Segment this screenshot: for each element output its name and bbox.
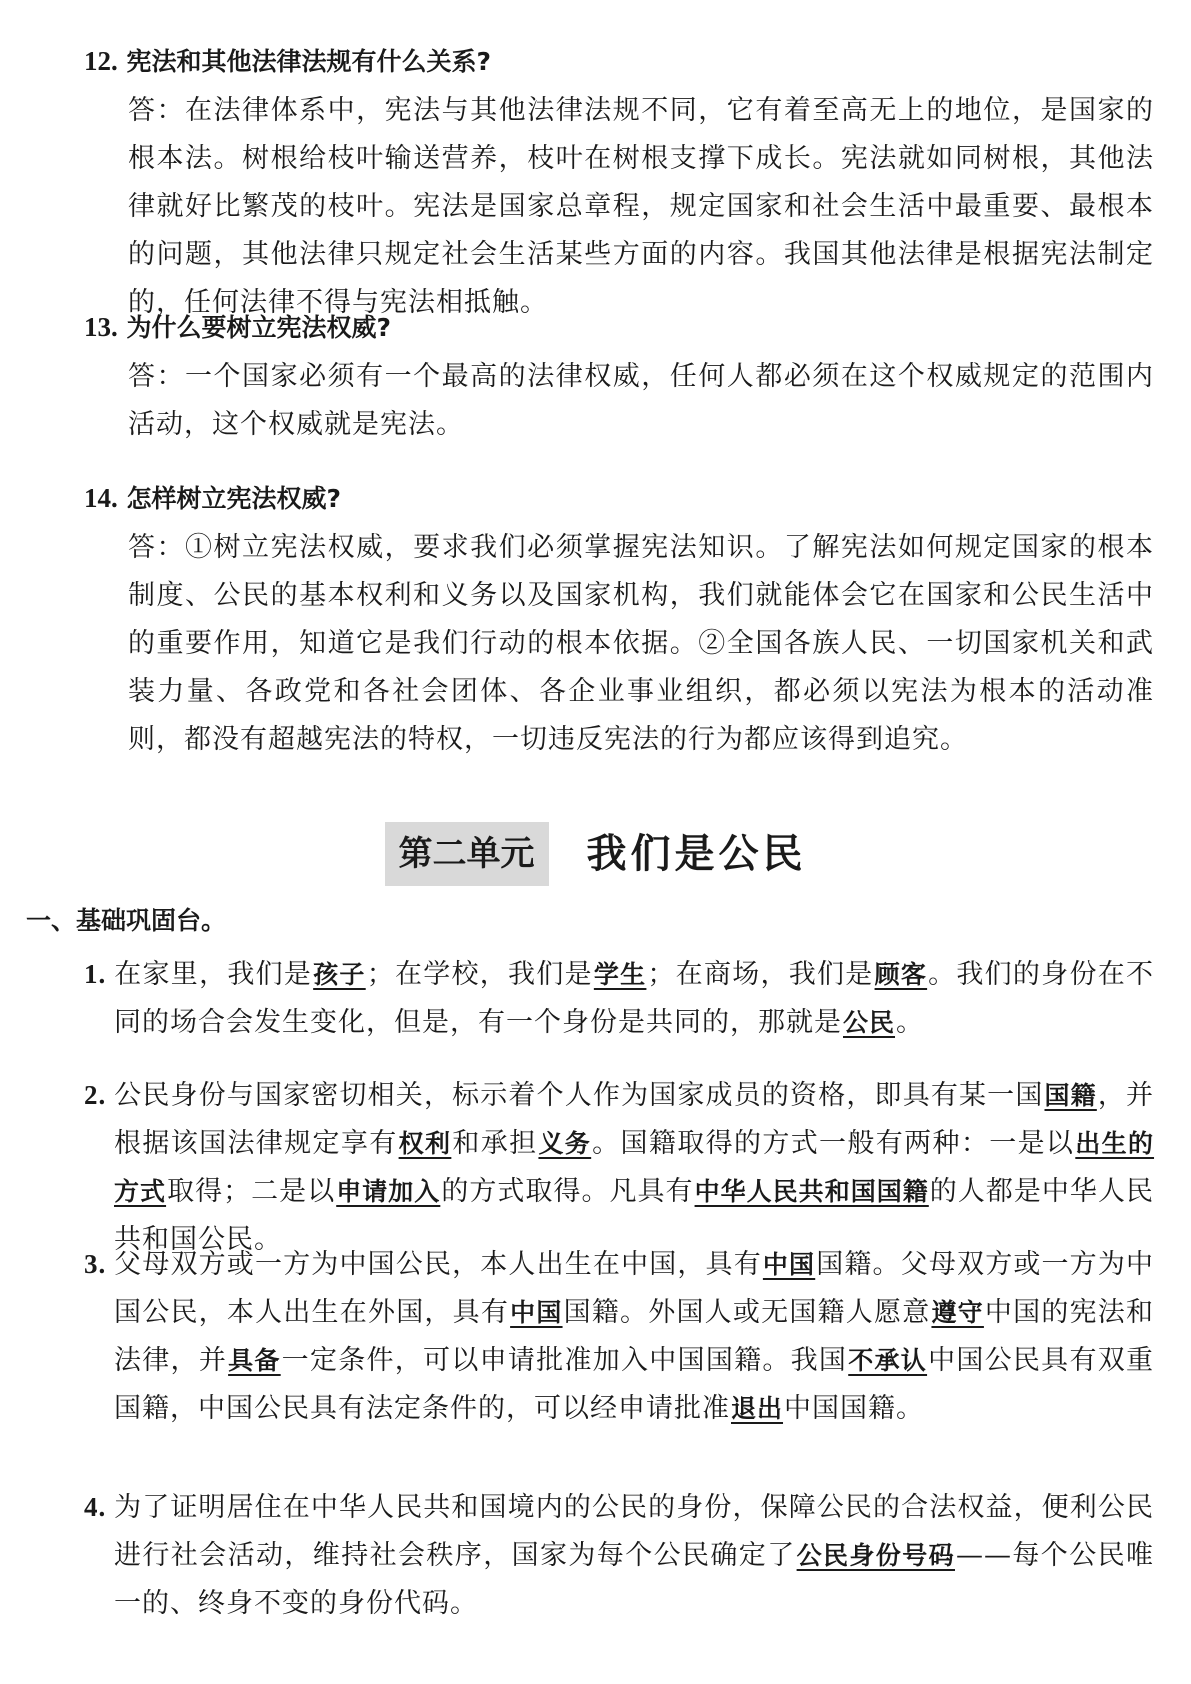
item-text-segment: 父母双方或一方为中国公民，本人出生在中国，具有	[114, 1249, 762, 1280]
question-number: 14.	[84, 483, 118, 513]
answer-text: 答：一个国家必须有一个最高的法律权威，任何人都必须在这个权威规定的范围内活动，这个权威就是宪法。	[128, 361, 1154, 440]
question-number: 13.	[84, 312, 118, 342]
answer-keyword: 义务	[538, 1129, 592, 1158]
item-text-segment: 在家里，我们是	[114, 959, 313, 990]
item-text-segment: ——每个公民唯一的、终身不变的身份代码。	[114, 1540, 1154, 1619]
answer-keyword: 退出	[731, 1394, 784, 1423]
item-number: 3.	[84, 1249, 107, 1279]
item-text-segment: 中国的宪法和法律，并	[114, 1297, 1155, 1376]
item-text-segment: 和承担	[452, 1128, 538, 1159]
list-item	[84, 950, 1154, 1047]
item-text	[84, 1240, 1154, 1433]
list-item	[84, 1240, 1154, 1433]
item-text-segment: 中国国籍。	[784, 1393, 925, 1424]
answer-text: 答：在法律体系中，宪法与其他法律法规不同，它有着至高无上的地位，是国家的根本法。树根给枝叶输送营养，枝叶在树根支撑下成长。宪法就如同树根，其他法律就好比繁茂的枝叶。宪法是国家总章程，规定国家和社会生活中最重要、最根本的问题，其他法律只规定社会生活某些方面的内容。我国其他法律是根据宪法制定的，任何法律不得与宪法相抵触。	[128, 95, 1154, 318]
item-text-segment: 公民身份与国家密切相关，标示着个人作为国家成员的资格，即具有某一国	[114, 1080, 1044, 1111]
unit-heading	[0, 822, 1191, 886]
item-text-segment: 国籍。外国人或无国籍人愿意	[563, 1297, 931, 1328]
question-text: 怎样树立宪法权威?	[126, 484, 341, 513]
unit-label: 第二单元	[385, 822, 549, 886]
answer-keyword: 公民	[843, 1008, 896, 1037]
item-text-segment: 。国籍取得的方式一般有两种：一是以	[592, 1128, 1075, 1159]
answer-keyword: 权利	[398, 1129, 452, 1158]
answer-keyword: 国籍	[1044, 1081, 1097, 1110]
item-text-segment: ；在商场，我们是	[647, 959, 874, 990]
answer-keyword: 中国	[510, 1298, 563, 1327]
item-text-segment: 取得；二是以	[167, 1176, 336, 1207]
item-text-segment: 的方式取得。凡具有	[441, 1176, 694, 1207]
answer-keyword: 遵守	[931, 1298, 984, 1327]
item-text	[84, 1071, 1154, 1264]
item-text-segment: 国籍。父母双方或一方为中国公民，本人出生在外国，具有	[114, 1249, 1154, 1328]
answer-keyword: 学生	[593, 960, 647, 989]
item-text	[84, 950, 1154, 1047]
question-number: 12.	[84, 46, 118, 76]
item-text-segment: 中国公民具有双重国籍，中国公民具有法定条件的，可以经申请批准	[114, 1345, 1155, 1424]
answer-keyword: 孩子	[313, 960, 366, 989]
answer-text: 答：①树立宪法权威，要求我们必须掌握宪法知识。了解宪法如何规定国家的根本制度、公民的基本权利和义务以及国家机构，我们就能体会它在国家和公民生活中的重要作用，知道它是我们行动的根本依据。②全国各族人民、一切国家机关和武装力量、各政党和各社会团体、各企业事业组织，都必须以宪法为根本的活动准则，都没有超越宪法的特权，一切违反宪法的行为都应该得到追究。	[128, 532, 1154, 755]
item-text-segment: ；在学校，我们是	[366, 959, 593, 990]
item-text-segment: 。我们的身份在不同的场合会发生变化，但是，有一个身份是共同的，那就是	[114, 959, 1154, 1038]
question-12	[84, 44, 1154, 327]
item-text-segment: 的人都是中华人民共和国公民。	[114, 1176, 1154, 1255]
question-title	[84, 44, 1154, 79]
item-text	[84, 1483, 1154, 1628]
item-text-segment: 一定条件，可以申请批准加入中国国籍。我国	[281, 1345, 848, 1376]
list-item	[84, 1483, 1154, 1628]
answer-keyword: 申请加入	[336, 1177, 441, 1206]
answer-keyword: 中国	[762, 1250, 816, 1279]
item-text-segment: 。	[896, 1007, 925, 1038]
item-number: 4.	[84, 1492, 107, 1522]
item-text-segment: ，并根据该国法律规定享有	[114, 1080, 1154, 1159]
answer-keyword: 出生的方式	[114, 1129, 1155, 1206]
answer-keyword: 具备	[228, 1346, 281, 1375]
question-text: 宪法和其他法律法规有什么关系?	[126, 47, 491, 76]
answer-keyword: 不承认	[848, 1346, 928, 1375]
question-title	[84, 481, 1154, 516]
question-13	[84, 310, 1154, 449]
question-title	[84, 310, 1154, 345]
answer-keyword: 公民身份号码	[796, 1541, 955, 1570]
item-number: 1.	[84, 959, 107, 989]
question-text: 为什么要树立宪法权威?	[126, 313, 391, 342]
list-item	[84, 1071, 1154, 1264]
answer-keyword: 中华人民共和国国籍	[694, 1177, 929, 1206]
item-number: 2.	[84, 1080, 107, 1110]
section-title: 一、基础巩固台。	[26, 906, 227, 935]
unit-title: 我们是公民	[586, 831, 807, 877]
question-14	[84, 481, 1154, 764]
answer-keyword: 顾客	[874, 960, 928, 989]
item-text-segment: 为了证明居住在中华人民共和国境内的公民的身份，保障公民的合法权益，便利公民进行社会活动，维持社会秩序，国家为每个公民确定了	[114, 1492, 1154, 1571]
